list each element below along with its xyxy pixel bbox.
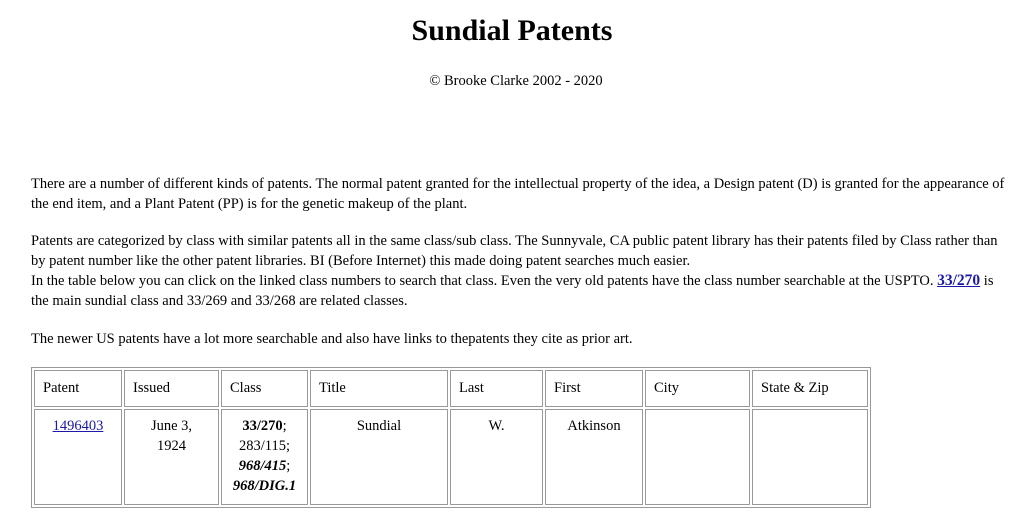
class-tertiary: 968/415 [238,458,287,474]
class-primary: 33/270 [242,418,283,434]
class-paragraph-search-text: In the table below you can click on the linked class numbers to search that class. Even the very old patents have the class number searchable at the USPTO. [31,273,934,289]
cell-last: W. [450,409,543,505]
class-secondary: 283/115; [238,438,291,454]
intro-paragraph: There are a number of different kinds of patents. The normal patent granted for the intellectual property of the idea, a Design patent (D) is granted for the appearance of the end item, and a Plant Patent (PP) is for the genetic makeup of the plant. [31,176,1005,212]
patent-number-link[interactable]: 1496403 [52,418,104,434]
header-title: Title [310,370,448,407]
patents-table [31,367,871,508]
header-class: Class [221,370,308,407]
issued-date-month-day: June 3, [150,418,193,434]
class-tertiary-separator: ; [286,458,291,474]
table-header-row [34,370,868,407]
cell-city [645,409,750,505]
class-paragraph-related-text: is the main sundial class and 33/269 and 33/268 are related classes. [31,273,994,309]
class-paragraph [31,231,1006,311]
cell-title: Sundial [310,409,448,505]
cell-patent [34,409,122,505]
class-paragraph-text: Patents are categorized by class with similar patents all in the same class/sub class. The Sunnyvale, CA public patent library has their patents filed by Class rather than by patent number like the other patent libraries. BI (Before Internet) this made doing patent searches much easier. [31,233,998,269]
cell-class [221,409,308,505]
cell-issued [124,409,219,505]
header-last: Last [450,370,543,407]
page-title: Sundial Patents [411,14,613,47]
class-quaternary: 968/DIG.1 [232,478,297,494]
header-patent: Patent [34,370,122,407]
header-issued: Issued [124,370,219,407]
header-state-zip: State & Zip [752,370,868,407]
main-sundial-class-link[interactable]: 33/270 [937,272,981,289]
newer-patents-paragraph: The newer US patents have a lot more searchable and also have links to thepatents they cite as prior art. [31,331,633,347]
table-row [34,409,868,505]
cell-state-zip [752,409,868,505]
copyright-notice: © Brooke Clarke 2002 - 2020 [429,73,603,89]
issued-date-year: 1924 [157,438,186,454]
header-first: First [545,370,643,407]
class-primary-separator: ; [282,418,287,434]
cell-first: Atkinson [545,409,643,505]
header-city: City [645,370,750,407]
